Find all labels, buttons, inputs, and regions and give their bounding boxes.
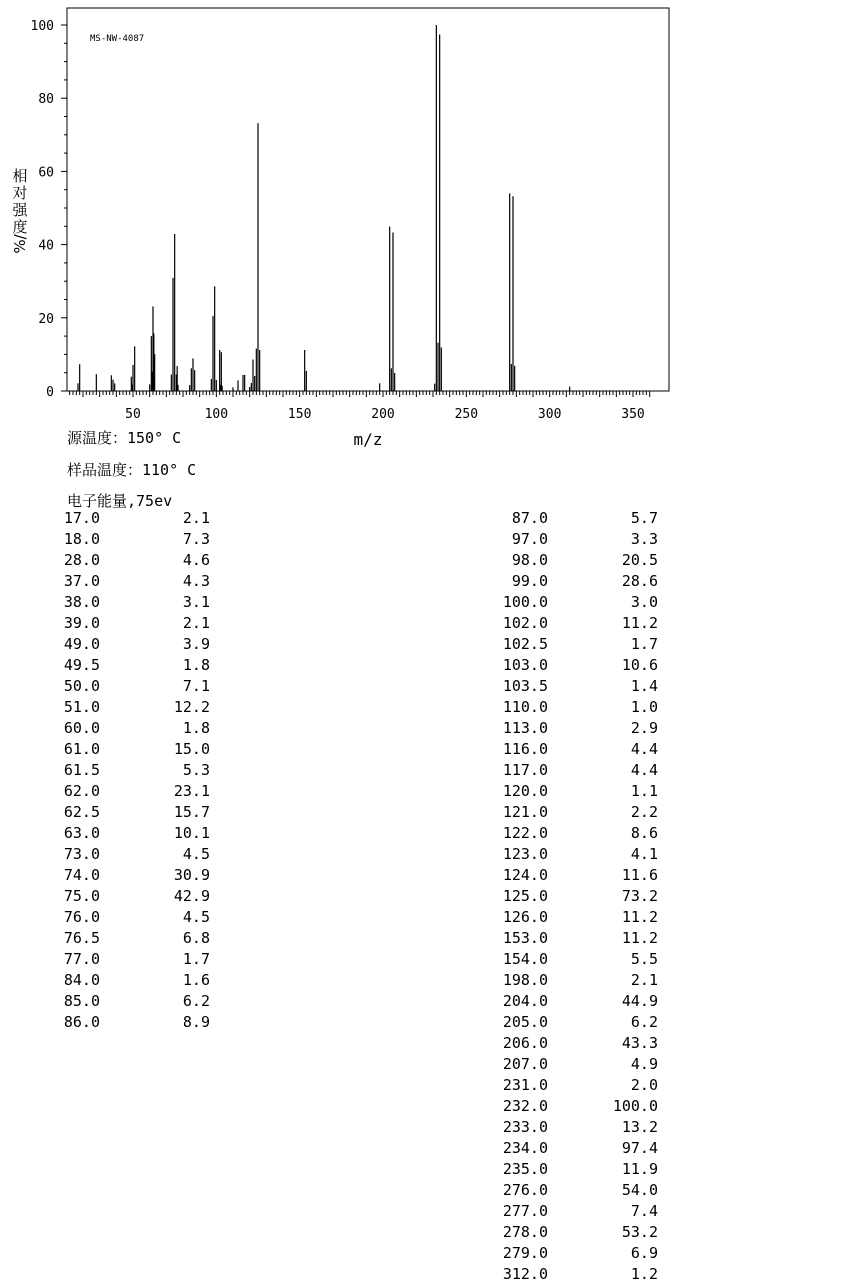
table-row <box>448 991 668 1012</box>
y-axis-title-char: 强 <box>12 201 28 219</box>
abundance-cell: 1.4 <box>630 677 658 695</box>
mz-cell: 49.5 <box>63 656 100 674</box>
abundance-cell: 1.7 <box>182 950 210 968</box>
table-row <box>448 844 668 865</box>
mz-cell: 37.0 <box>63 572 100 590</box>
table-row <box>448 634 668 655</box>
table-row <box>0 823 220 844</box>
abundance-cell: 15.7 <box>173 803 210 821</box>
mz-cell: 122.0 <box>502 824 548 842</box>
mz-cell: 85.0 <box>63 992 100 1010</box>
table-row <box>0 949 220 970</box>
abundance-cell: 3.1 <box>182 593 210 611</box>
y-axis-title-char: 相 <box>12 167 28 185</box>
table-row <box>448 886 668 907</box>
abundance-cell: 7.3 <box>182 530 210 548</box>
table-row <box>0 508 220 529</box>
abundance-cell: 43.3 <box>621 1034 658 1052</box>
table-row <box>448 928 668 949</box>
abundance-cell: 30.9 <box>173 866 210 884</box>
abundance-cell: 4.1 <box>630 845 658 863</box>
x-tick-labels <box>125 407 645 422</box>
table-row <box>448 823 668 844</box>
mz-cell: 234.0 <box>502 1139 548 1157</box>
mz-cell: 204.0 <box>502 992 548 1010</box>
mz-cell: 87.0 <box>511 509 548 527</box>
table-row <box>448 1096 668 1117</box>
mz-cell: 207.0 <box>502 1055 548 1073</box>
abundance-cell: 5.7 <box>630 509 658 527</box>
mz-cell: 279.0 <box>502 1244 548 1262</box>
x-tick-label: 100 <box>204 407 229 422</box>
x-tick-label: 350 <box>621 407 645 422</box>
abundance-cell: 15.0 <box>173 740 210 758</box>
table-row <box>0 865 220 886</box>
x-tick-label: 200 <box>371 407 395 422</box>
abundance-cell: 6.2 <box>182 992 210 1010</box>
abundance-cell: 1.7 <box>630 635 658 653</box>
table-row <box>0 529 220 550</box>
table-row <box>448 907 668 928</box>
abundance-cell: 2.1 <box>182 614 210 632</box>
abundance-cell: 11.9 <box>621 1160 658 1178</box>
table-row <box>448 571 668 592</box>
abundance-cell: 6.9 <box>630 1244 658 1262</box>
mz-cell: 38.0 <box>63 593 100 611</box>
mz-cell: 120.0 <box>502 782 548 800</box>
table-row <box>448 550 668 571</box>
y-tick-label: 80 <box>38 92 54 108</box>
abundance-cell: 4.4 <box>630 740 658 758</box>
peaks <box>78 25 570 391</box>
table-row <box>448 1243 668 1264</box>
abundance-cell: 4.5 <box>182 908 210 926</box>
mz-cell: 124.0 <box>502 866 548 884</box>
table-row <box>0 718 220 739</box>
table-row <box>448 739 668 760</box>
mz-cell: 98.0 <box>511 551 548 569</box>
table-row <box>448 802 668 823</box>
abundance-cell: 54.0 <box>621 1181 658 1199</box>
abundance-cell: 1.2 <box>630 1265 658 1283</box>
table-row <box>448 718 668 739</box>
abundance-cell: 10.6 <box>621 656 658 674</box>
table-row <box>0 760 220 781</box>
abundance-cell: 20.5 <box>621 551 658 569</box>
table-row <box>0 886 220 907</box>
mz-cell: 75.0 <box>63 887 100 905</box>
mz-cell: 102.5 <box>502 635 548 653</box>
abundance-cell: 2.9 <box>630 719 658 737</box>
sample-temperature: 样品温度：110° C <box>67 461 197 479</box>
table-row <box>0 844 220 865</box>
mz-cell: 86.0 <box>63 1013 100 1031</box>
abundance-cell: 2.1 <box>630 971 658 989</box>
table-row <box>448 1075 668 1096</box>
table-row <box>448 613 668 634</box>
table-row <box>448 1033 668 1054</box>
y-tick-label: 100 <box>30 19 54 34</box>
table-row <box>0 991 220 1012</box>
abundance-cell: 7.4 <box>630 1202 658 1220</box>
plot-frame <box>67 8 669 391</box>
mz-cell: 100.0 <box>502 593 548 611</box>
mz-cell: 84.0 <box>63 971 100 989</box>
abundance-cell: 53.2 <box>621 1223 658 1241</box>
abundance-cell: 3.3 <box>630 530 658 548</box>
x-tick-label: 300 <box>537 407 562 422</box>
table-row <box>0 676 220 697</box>
x-tick-label: 250 <box>454 407 479 422</box>
abundance-cell: 12.2 <box>173 698 210 716</box>
mz-cell: 117.0 <box>502 761 548 779</box>
mz-cell: 123.0 <box>502 845 548 863</box>
mz-cell: 63.0 <box>63 824 100 842</box>
table-row <box>0 802 220 823</box>
table-row <box>448 697 668 718</box>
table-row <box>0 571 220 592</box>
table-row <box>0 592 220 613</box>
mz-cell: 206.0 <box>502 1034 548 1052</box>
y-tick-label: 60 <box>38 165 54 181</box>
table-row <box>448 949 668 970</box>
table-row <box>448 655 668 676</box>
table-row <box>448 1138 668 1159</box>
mz-cell: 50.0 <box>63 677 100 695</box>
mz-cell: 276.0 <box>502 1181 548 1199</box>
mz-cell: 62.5 <box>63 803 100 821</box>
table-row <box>448 676 668 697</box>
table-row <box>0 970 220 991</box>
y-axis-title <box>11 167 29 254</box>
y-axis-title-char: %/ <box>11 234 29 254</box>
abundance-cell: 11.6 <box>621 866 658 884</box>
table-row <box>0 739 220 760</box>
table-row <box>448 970 668 991</box>
y-axis-title-char: 度 <box>12 218 28 236</box>
table-row <box>448 1012 668 1033</box>
table-row <box>448 1180 668 1201</box>
mz-cell: 205.0 <box>502 1013 548 1031</box>
mz-cell: 102.0 <box>502 614 548 632</box>
table-row <box>448 592 668 613</box>
abundance-cell: 100.0 <box>612 1097 658 1115</box>
table-row <box>448 1159 668 1180</box>
mz-cell: 17.0 <box>63 509 100 527</box>
abundance-cell: 4.6 <box>182 551 210 569</box>
table-row <box>448 865 668 886</box>
table-row <box>448 781 668 802</box>
table-row <box>448 1201 668 1222</box>
abundance-cell: 11.2 <box>621 908 658 926</box>
abundance-cell: 4.9 <box>630 1055 658 1073</box>
x-tick-label: 50 <box>125 407 141 422</box>
abundance-cell: 1.8 <box>182 656 210 674</box>
abundance-cell: 8.9 <box>182 1013 210 1031</box>
abundance-cell: 3.9 <box>182 635 210 653</box>
table-row <box>448 760 668 781</box>
abundance-cell: 28.6 <box>621 572 658 590</box>
abundance-cell: 7.1 <box>182 677 210 695</box>
mz-cell: 51.0 <box>63 698 100 716</box>
mz-cell: 18.0 <box>63 530 100 548</box>
y-tick-labels <box>31 19 54 400</box>
mz-cell: 116.0 <box>502 740 548 758</box>
table-row <box>0 655 220 676</box>
table-row <box>448 1264 668 1285</box>
mz-cell: 235.0 <box>502 1160 548 1178</box>
abundance-cell: 1.1 <box>630 782 658 800</box>
mz-cell: 39.0 <box>63 614 100 632</box>
abundance-cell: 23.1 <box>173 782 210 800</box>
abundance-cell: 97.4 <box>621 1139 658 1157</box>
abundance-cell: 42.9 <box>173 887 210 905</box>
abundance-cell: 5.3 <box>182 761 210 779</box>
mz-cell: 232.0 <box>502 1097 548 1115</box>
abundance-cell: 5.5 <box>630 950 658 968</box>
mz-cell: 103.5 <box>502 677 548 695</box>
mz-cell: 28.0 <box>63 551 100 569</box>
mz-cell: 121.0 <box>502 803 548 821</box>
abundance-cell: 2.2 <box>630 803 658 821</box>
abundance-cell: 1.0 <box>630 698 658 716</box>
abundance-cell: 11.2 <box>621 929 658 947</box>
x-tick-label: 150 <box>287 407 312 422</box>
abundance-cell: 2.0 <box>630 1076 658 1094</box>
abundance-cell: 4.4 <box>630 761 658 779</box>
mz-cell: 73.0 <box>63 845 100 863</box>
mz-cell: 60.0 <box>63 719 100 737</box>
mz-cell: 62.0 <box>63 782 100 800</box>
mz-cell: 231.0 <box>502 1076 548 1094</box>
mz-cell: 277.0 <box>502 1202 548 1220</box>
table-row <box>0 550 220 571</box>
y-tick-label: 40 <box>38 238 54 254</box>
table-row <box>0 928 220 949</box>
abundance-cell: 2.1 <box>182 509 210 527</box>
table-row <box>0 613 220 634</box>
abundance-cell: 10.1 <box>173 824 210 842</box>
minor-ticks <box>70 391 650 397</box>
y-tick-label: 20 <box>38 311 54 327</box>
table-row <box>448 529 668 550</box>
abundance-cell: 6.2 <box>630 1013 658 1031</box>
mz-cell: 49.0 <box>63 635 100 653</box>
y-axis-title-char: 对 <box>12 184 28 202</box>
table-row <box>0 1012 220 1033</box>
mz-cell: 233.0 <box>502 1118 548 1136</box>
mz-cell: 113.0 <box>502 719 548 737</box>
mz-cell: 312.0 <box>502 1265 548 1283</box>
source-temperature: 源温度：150° C <box>67 429 182 447</box>
mz-cell: 74.0 <box>63 866 100 884</box>
abundance-cell: 8.6 <box>630 824 658 842</box>
mz-cell: 77.0 <box>63 950 100 968</box>
abundance-cell: 1.6 <box>182 971 210 989</box>
abundance-cell: 6.8 <box>182 929 210 947</box>
abundance-cell: 13.2 <box>621 1118 658 1136</box>
mz-cell: 153.0 <box>502 929 548 947</box>
mz-cell: 76.0 <box>63 908 100 926</box>
abundance-cell: 4.3 <box>182 572 210 590</box>
abundance-cell: 73.2 <box>621 887 658 905</box>
mz-cell: 126.0 <box>502 908 548 926</box>
table-row <box>448 1117 668 1138</box>
mz-cell: 99.0 <box>511 572 548 590</box>
mz-cell: 110.0 <box>502 698 548 716</box>
y-tick-marks <box>61 25 67 391</box>
table-row <box>448 508 668 529</box>
abundance-cell: 3.0 <box>630 593 658 611</box>
mass-spectrum-chart <box>0 0 850 460</box>
electron-energy: 电子能量,75ev <box>67 492 173 510</box>
mz-cell: 76.5 <box>63 929 100 947</box>
mz-cell: 125.0 <box>502 887 548 905</box>
abundance-cell: 1.8 <box>182 719 210 737</box>
x-axis-title: m/z <box>353 430 383 449</box>
table-row <box>0 634 220 655</box>
table-row <box>448 1054 668 1075</box>
mz-cell: 61.5 <box>63 761 100 779</box>
table-row <box>0 697 220 718</box>
abundance-cell: 11.2 <box>621 614 658 632</box>
table-row <box>0 907 220 928</box>
spectrum-code: MS-NW-4087 <box>90 34 145 44</box>
table-row <box>0 781 220 802</box>
table-row <box>448 1222 668 1243</box>
mz-cell: 61.0 <box>63 740 100 758</box>
mz-cell: 103.0 <box>502 656 548 674</box>
mz-cell: 97.0 <box>511 530 548 548</box>
mz-cell: 278.0 <box>502 1223 548 1241</box>
y-tick-label: 0 <box>46 385 54 400</box>
mz-cell: 198.0 <box>502 971 548 989</box>
abundance-cell: 4.5 <box>182 845 210 863</box>
abundance-cell: 44.9 <box>621 992 658 1010</box>
mz-cell: 154.0 <box>502 950 548 968</box>
